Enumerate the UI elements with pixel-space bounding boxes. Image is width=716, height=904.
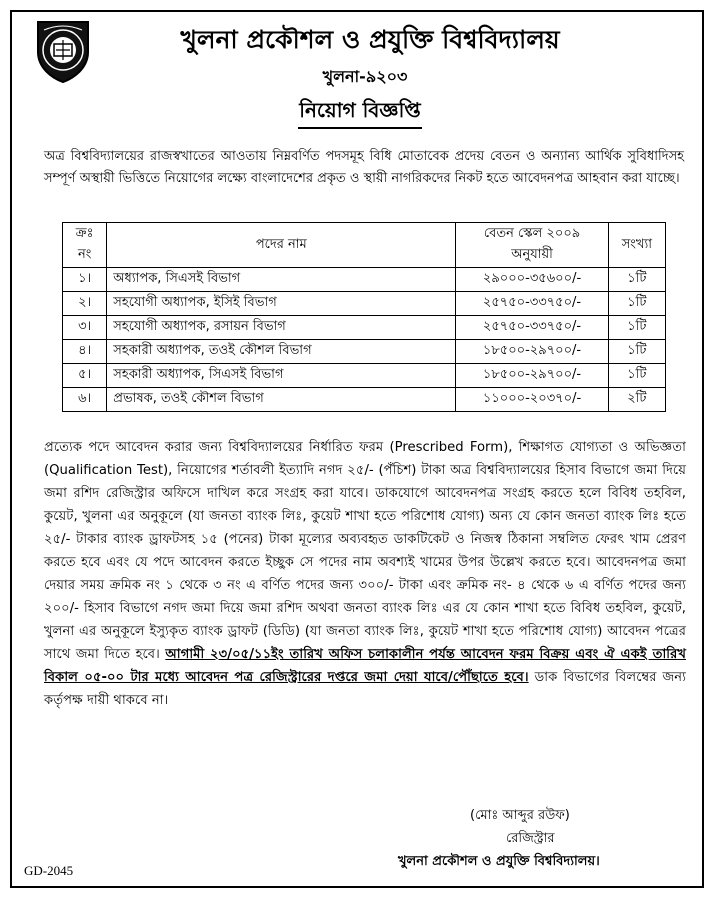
cell-scale: ১৮৫০০-২৯৭০০/-: [456, 340, 608, 364]
col-post-name: পদের নাম: [107, 223, 456, 268]
table-row: [63, 316, 666, 340]
footer-code: GD-2045: [24, 863, 74, 878]
cell-scale: ২৫৭৫০-৩৩৭৫০/-: [456, 292, 608, 316]
cell-count: ১টি: [608, 268, 665, 292]
table-row: [63, 292, 666, 316]
deadline-notice: আগামী ২৩/০৫/১১ইং তারিখ অফিস চলাকালীন পর্যন্ত আবেদন ফরম বিক্রয় এবং ঐ একই তারিখ বিকাল ০৫-০০ টার মধ্যে আবেদন পত্র রেজিস্ট্রারের দপ্তরে জমা দেয়া যাবে/পৌঁছাতে হবে।: [44, 647, 686, 685]
signatory-institution: খুলনা প্রকৌশল ও প্রযুক্তি বিশ্ববিদ্যালয়।: [398, 854, 600, 869]
cell-post: প্রভাষক, তওই কৌশল বিভাগ: [107, 388, 456, 412]
university-logo-icon: [34, 18, 92, 84]
cell-count: ১টি: [608, 340, 665, 364]
cell-serial: ৪।: [63, 340, 107, 364]
table-row: [63, 388, 666, 412]
cell-post: সহকারী অধ্যাপক, সিএসই বিভাগ: [107, 364, 456, 388]
cell-serial: ৩।: [63, 316, 107, 340]
cell-count: ১টি: [608, 364, 665, 388]
col-count: সংখ্যা: [608, 223, 665, 268]
cell-serial: ৬।: [63, 388, 107, 412]
cell-post: সহকারী অধ্যাপক, তওই কৌশল বিভাগ: [107, 340, 456, 364]
cell-scale: ২৯০০০-৩৫৬০০/-: [456, 268, 608, 292]
heading-underline: [298, 127, 422, 129]
cell-scale: ১১০০০-২০৩৭০/-: [456, 388, 608, 412]
signature-block: [398, 804, 690, 873]
signatory-name: (মোঃ আব্দুর রউফ): [470, 808, 570, 823]
col-pay-scale: বেতন স্কেল ২০০৯ অনুযায়ী: [456, 223, 608, 268]
table-row: [63, 364, 666, 388]
cell-scale: ২৫৭৫০-৩৩৭৫০/-: [456, 316, 608, 340]
instructions-main: প্রত্যেক পদে আবেদন করার জন্য বিশ্ববিদ্যালয়ের নির্ধারিত ফরম (Prescribed Form), শিক্ষাগত যোগ্যতা ও অভিজ্ঞতা (Qualification Test), নিয়োগের শর্তাবলী ইত্যাদি নগদ ২৫/- (পঁচিশ) টাকা অত্র বিশ্ববিদ্যালয়ের হিসাব বিভাগে জমা দিয়ে জমা রশিদ রেজিস্ট্রার অফিসে দাখিল করে সংগ্রহ করা যাবে। ডাকযোগে আবেদনপত্র সংগ্রহ করতে হলে বিবিধ তহবিল, কুয়েট, খুলনা এর অনুকূলে (যা জনতা ব্যাংক লিঃ, কুয়েট শাখা হতে পরিশোধ যোগ্য) অন্য যে কোন জনতা ব্যাংক লিঃ হতে ২৫/- টাকার ব্যাংক ড্রাফটসহ ১৫ (পনের) টাকা মূল্যের অব্যবহৃত ডাকটিকেট ও নিজস্ব ঠিকানা সম্বলিত ফেরৎ খাম প্রেরণ করতে হবে এবং যে পদে আবেদন করতে ইচ্ছুক সে পদের নাম অবশ্যই খামের উপর উল্লেখ করতে হবে। আবেদনপত্র জমা দেয়ার সময় ক্রমিক নং ১ থেকে ৩ নং এ বর্ণিত পদের জন্য ৩০০/- টাকা এবং ক্রমিক নং- ৪ থেকে ৬ এ বর্ণিত পদের জন্য ২০০/- হিসাব বিভাগে নগদ জমা দিয়ে জমা রশিদ অথবা জনতা ব্যাংক লিঃ এর যে কোন শাখা হতে বিবিধ তহবিল, কুয়েট, খুলনা এর অনুকূলে ইস্যুকৃত ব্যাংক ড্রাফট (ডিডি) (যা জনতা ব্যাংক লিঃ, কুয়েট শাখা হতে পরিশোধ যোগ্য) আবেদন পত্রের সাথে জমা দিতে হবে।: [44, 440, 686, 662]
table-row: [63, 268, 666, 292]
university-title: খুলনা প্রকৌশল ও প্রযুক্তি বিশ্ববিদ্যালয়: [180, 25, 560, 54]
closing-note: ডাক বিভাগের বিলম্বের জন্য কর্তৃপক্ষ দায়ী থাকবে না।: [44, 670, 686, 708]
signatory-designation: রেজিস্ট্রার: [506, 831, 555, 846]
cell-count: ১টি: [608, 292, 665, 316]
application-instructions: [44, 436, 686, 712]
notice-heading: নিয়োগ বিজ্ঞপ্তি: [299, 98, 421, 122]
cell-count: ২টি: [608, 388, 665, 412]
location-postcode: খুলনা-৯২০৩: [322, 67, 408, 86]
table-header-row: [63, 223, 666, 268]
cell-post: সহযোগী অধ্যাপক, রসায়ন বিভাগ: [107, 316, 456, 340]
cell-scale: ১৮৫০০-২৯৭০০/-: [456, 364, 608, 388]
col-serial: ক্রঃ নং: [63, 223, 107, 268]
cell-serial: ১।: [63, 268, 107, 292]
intro-paragraph: অত্র বিশ্ববিদ্যালয়ের রাজস্বখাতের আওতায় নিম্নবর্ণিত পদসমূহ বিধি মোতাবেক প্রদেয় বেতন ও অন্যান্য আর্থিক সুবিধাদিসহ সম্পূর্ণ অস্থায়ী ভিত্তিতে নিয়োগের লক্ষ্যে বাংলাদেশের প্রকৃত ও স্থায়ী নাগরিকদের নিকট হতে আবেদনপত্র আহবান করা যাচ্ছে।: [44, 149, 684, 186]
cell-serial: ২।: [63, 292, 107, 316]
vacancy-table: [62, 222, 666, 412]
cell-count: ১টি: [608, 316, 665, 340]
table-row: [63, 340, 666, 364]
cell-post: অধ্যাপক, সিএসই বিভাগ: [107, 268, 456, 292]
cell-post: সহযোগী অধ্যাপক, ইসিই বিভাগ: [107, 292, 456, 316]
cell-serial: ৫।: [63, 364, 107, 388]
